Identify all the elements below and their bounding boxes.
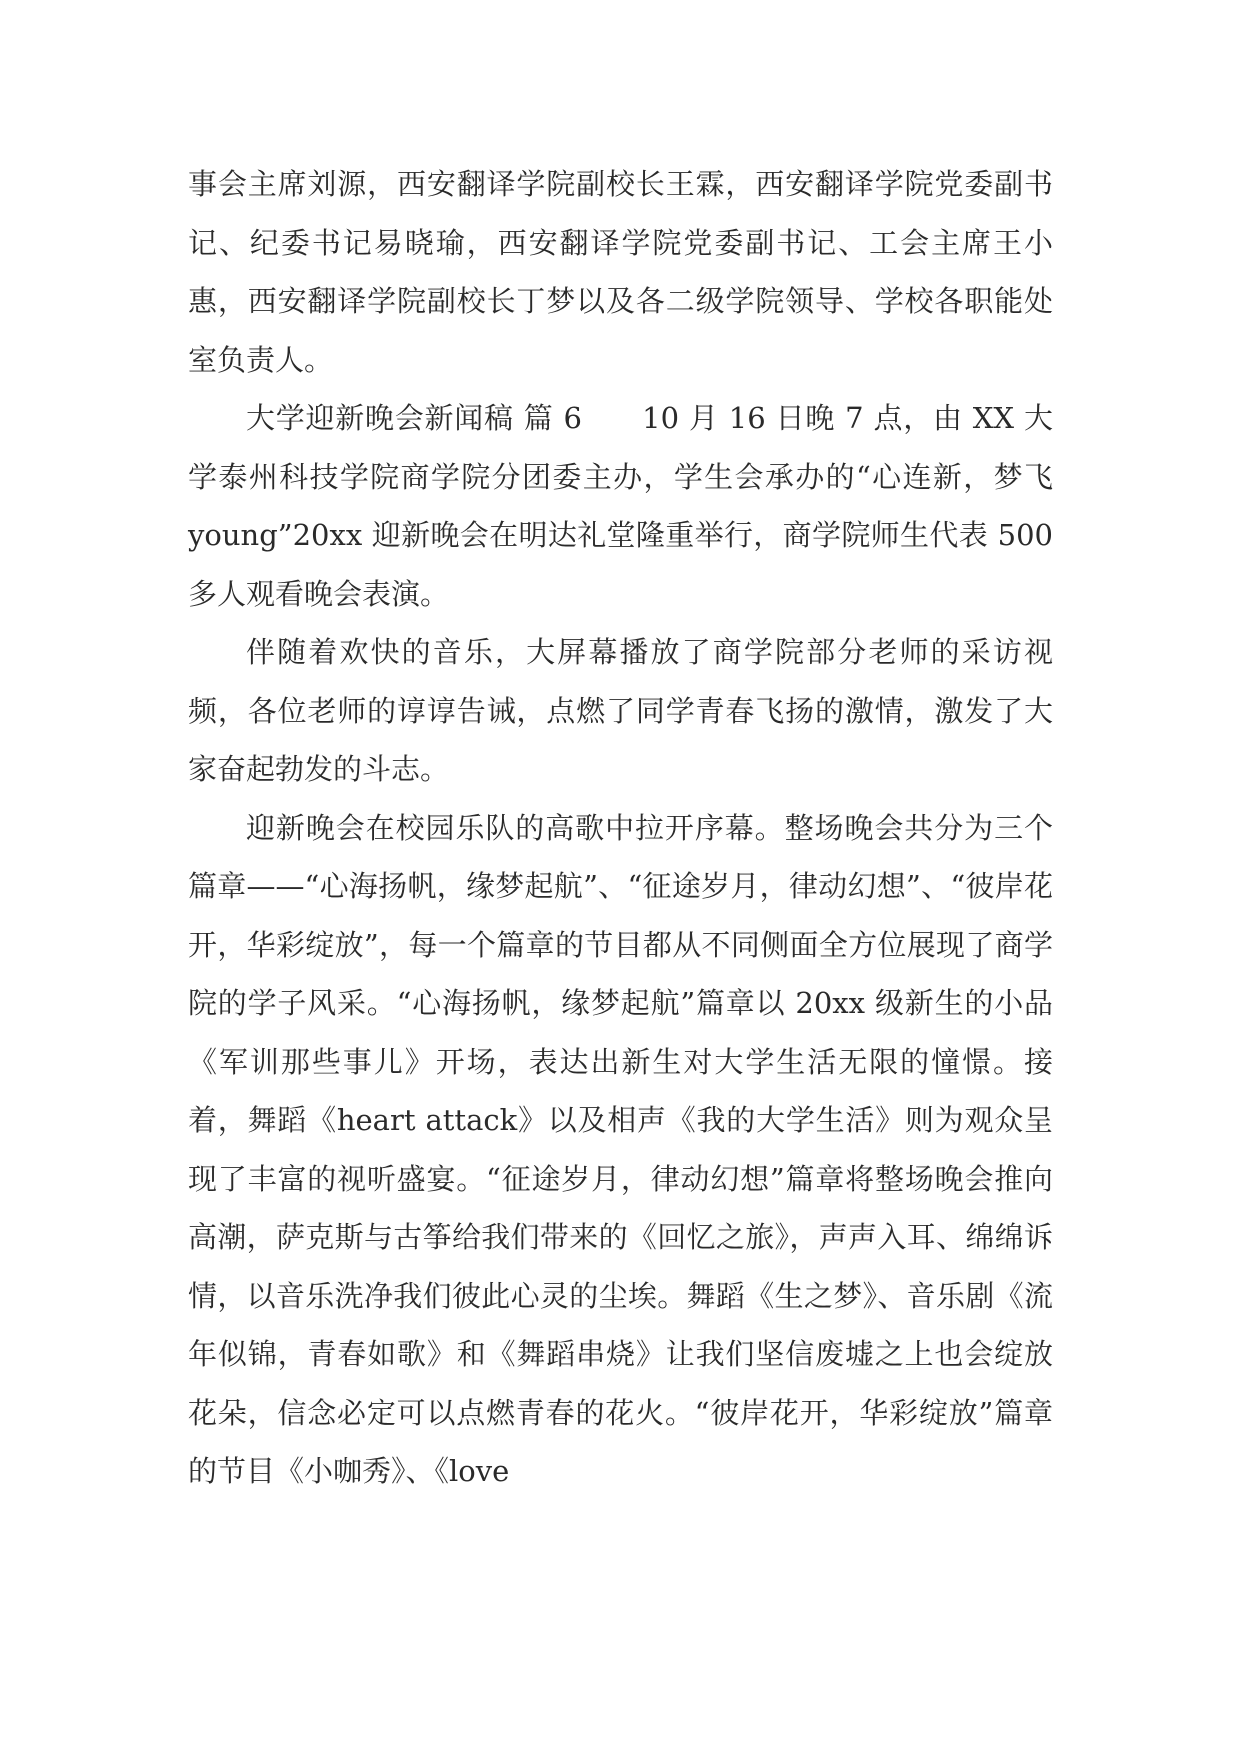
paragraph-program-chapters: 迎新晚会在校园乐队的高歌中拉开序幕。整场晚会共分为三个篇章——“心海扬帆，缘梦起航”、“征途岁月，律动幻想”、“彼岸花开，华彩绽放”，每一个篇章的节目都从不同侧面全方位展现了商学院的学子风采。“心海扬帆，缘梦起航”篇章以 20xx 级新生的小品《军训那些事儿》开场，表达出新生对大学生活无限的憧憬。接着，舞蹈《heart attack》以及相声《我的大学生活》则为观众呈现了丰富的视听盛宴。“征途岁月，律动幻想”篇章将整场晚会推向高潮，萨克斯与古筝给我们带来的《回忆之旅》，声声入耳、绵绵诉情，以音乐洗净我们彼此心灵的尘埃。舞蹈《生之梦》、音乐剧《流年似锦，青春如歌》和《舞蹈串烧》让我们坚信废墟之上也会绽放花朵，信念必定可以点燃青春的花火。“彼岸花开，华彩绽放”篇章的节目《小咖秀》、《love [188, 810, 1053, 1488]
paragraph-video-opening: 伴随着欢快的音乐，大屏幕播放了商学院部分老师的采访视频，各位老师的谆谆告诫，点燃了同学青春飞扬的激情，激发了大家奋起勃发的斗志。 [188, 635, 1053, 786]
paragraph-leaders-list: 事会主席刘源，西安翻译学院副校长王霖，西安翻译学院党委副书记、纪委书记易晓瑜，西安翻译学院党委副书记、工会主席王小惠，西安翻译学院副校长丁梦以及各二级学院领导、学校各职能处室负责人。 [188, 167, 1053, 377]
document-body [188, 155, 1053, 1501]
paragraph-news-intro: 大学迎新晚会新闻稿 篇 6 10 月 16 日晚 7 点，由 XX 大学泰州科技学院商学院分团委主办，学生会承办的“心连新，梦飞 young”20xx 迎新晚会在明达礼堂隆重举行，商学院师生代表 500 多人观看晚会表演。 [188, 401, 1053, 611]
